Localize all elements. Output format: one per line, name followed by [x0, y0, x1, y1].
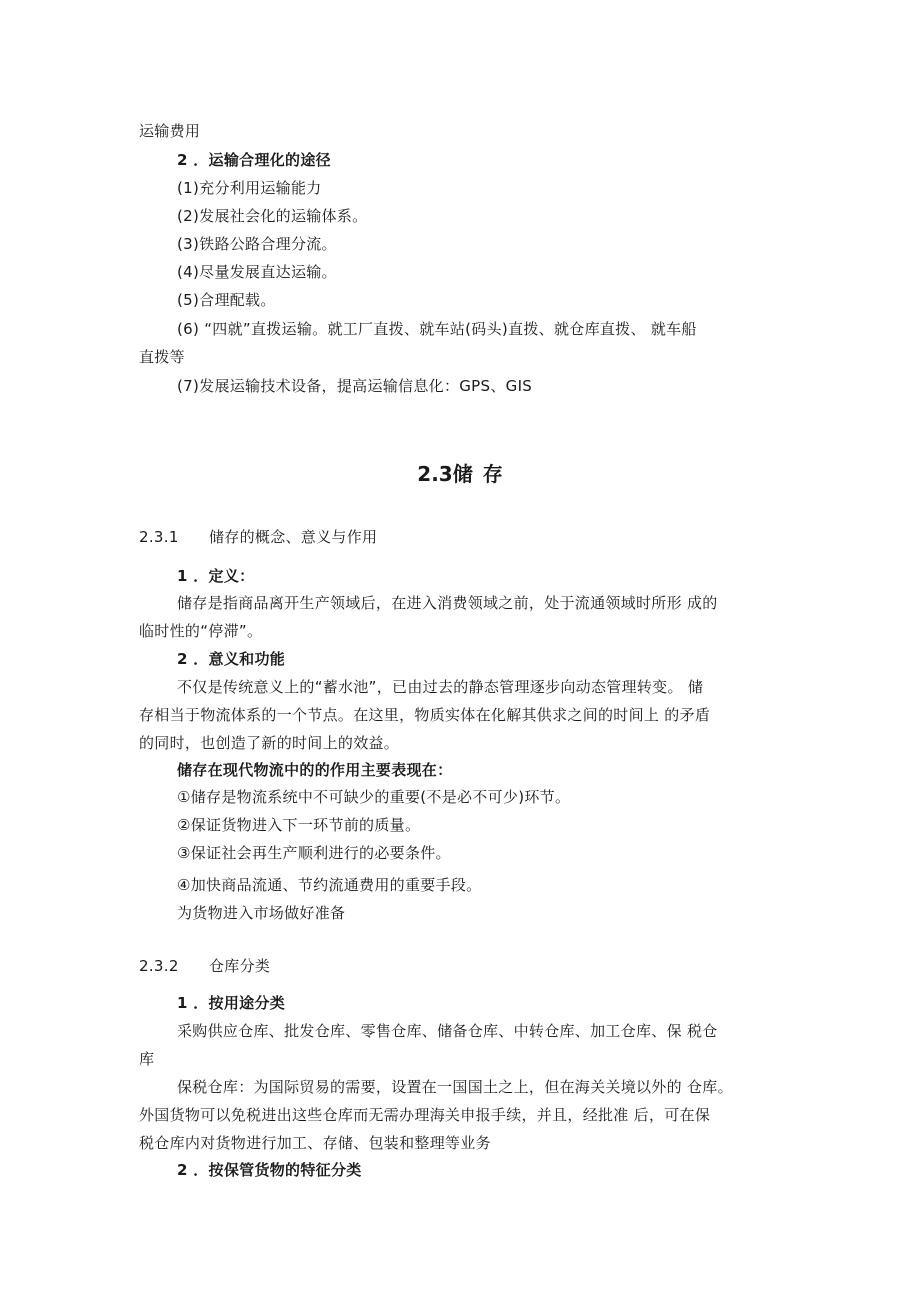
paragraph-line: 临时性的“停滞”。	[139, 622, 263, 640]
paragraph-line: 库	[139, 1050, 155, 1068]
list-item: (1)充分利用运输能力	[177, 179, 322, 197]
paragraph-line: 采购供应仓库、批发仓库、零售仓库、储备仓库、中转仓库、加工仓库、保 税仓	[177, 1022, 718, 1040]
list-heading: 2 ．意义和功能	[177, 650, 286, 668]
paragraph-line: 储存是指商品离开生产领域后，在进入消费领域之前，处于流通领域时所形 成的	[177, 594, 718, 612]
subsection-title: 储存的概念、意义与作用	[209, 528, 378, 546]
list-item: ③保证社会再生产顺利进行的必要条件。	[177, 844, 451, 862]
list-item: (4)尽量发展直达运输。	[177, 263, 337, 281]
paragraph-line: 存相当于物流体系的一个节点。在这里，物质实体在化解其供求之间的时间上 的矛盾	[139, 706, 711, 724]
section-title	[0, 462, 920, 486]
list-heading: 储存在现代物流中的的作用主要表现在：	[177, 761, 453, 779]
paragraph-line: 的同时，也创造了新的时间上的效益。	[139, 734, 400, 752]
list-item: ①储存是物流系统中不可缺少的重要(不是必不可少)环节。	[177, 788, 571, 806]
paragraph-line: 保税仓库：为国际贸易的需要，设置在一国国土之上，但在海关关境以外的 仓库。	[177, 1078, 733, 1096]
list-item: ②保证货物进入下一环节前的质量。	[177, 816, 421, 834]
list-item: (3)铁路公路合理分流。	[177, 235, 337, 253]
list-heading: 1 ．按用途分类	[177, 994, 286, 1012]
subsection-number: 2.3.1	[139, 528, 179, 546]
list-item: ④加快商品流通、节约流通费用的重要手段。	[177, 876, 482, 894]
section-title-text: 存	[482, 462, 503, 486]
paragraph-line: 不仅是传统意义上的“蓄水池”，已由过去的静态管理逐步向动态管理转变。 储	[177, 678, 704, 696]
list-item: (6) “四就”直拨运输。就工厂直拨、就车站(码头)直拨、就仓库直拨、 就车船	[177, 320, 697, 338]
text-line: 运输费用	[139, 122, 201, 140]
list-heading: 2 ．运输合理化的途径	[177, 151, 331, 169]
paragraph-line: 为货物进入市场做好准备	[177, 904, 346, 922]
subsection-heading	[139, 527, 377, 547]
section-title-number: 2.3储	[417, 462, 473, 486]
list-heading: 2 ．按保管货物的特征分类	[177, 1161, 362, 1179]
list-item: (2)发展社会化的运输体系。	[177, 207, 368, 225]
text-line: 直拨等	[139, 348, 185, 366]
list-item: (5)合理配载。	[177, 291, 276, 309]
subsection-heading	[139, 956, 270, 976]
list-heading: 1 ．定义：	[177, 567, 255, 585]
list-item: (7)发展运输技术设备，提高运输信息化：GPS、GIS	[177, 377, 533, 395]
paragraph-line: 外国货物可以免税进出这些仓库而无需办理海关申报手续，并且，经批准 后，可在保	[139, 1106, 711, 1124]
paragraph-line: 税仓库内对货物进行加工、存储、包装和整理等业务	[139, 1134, 491, 1152]
subsection-number: 2.3.2	[139, 957, 179, 975]
subsection-title: 仓库分类	[209, 957, 271, 975]
